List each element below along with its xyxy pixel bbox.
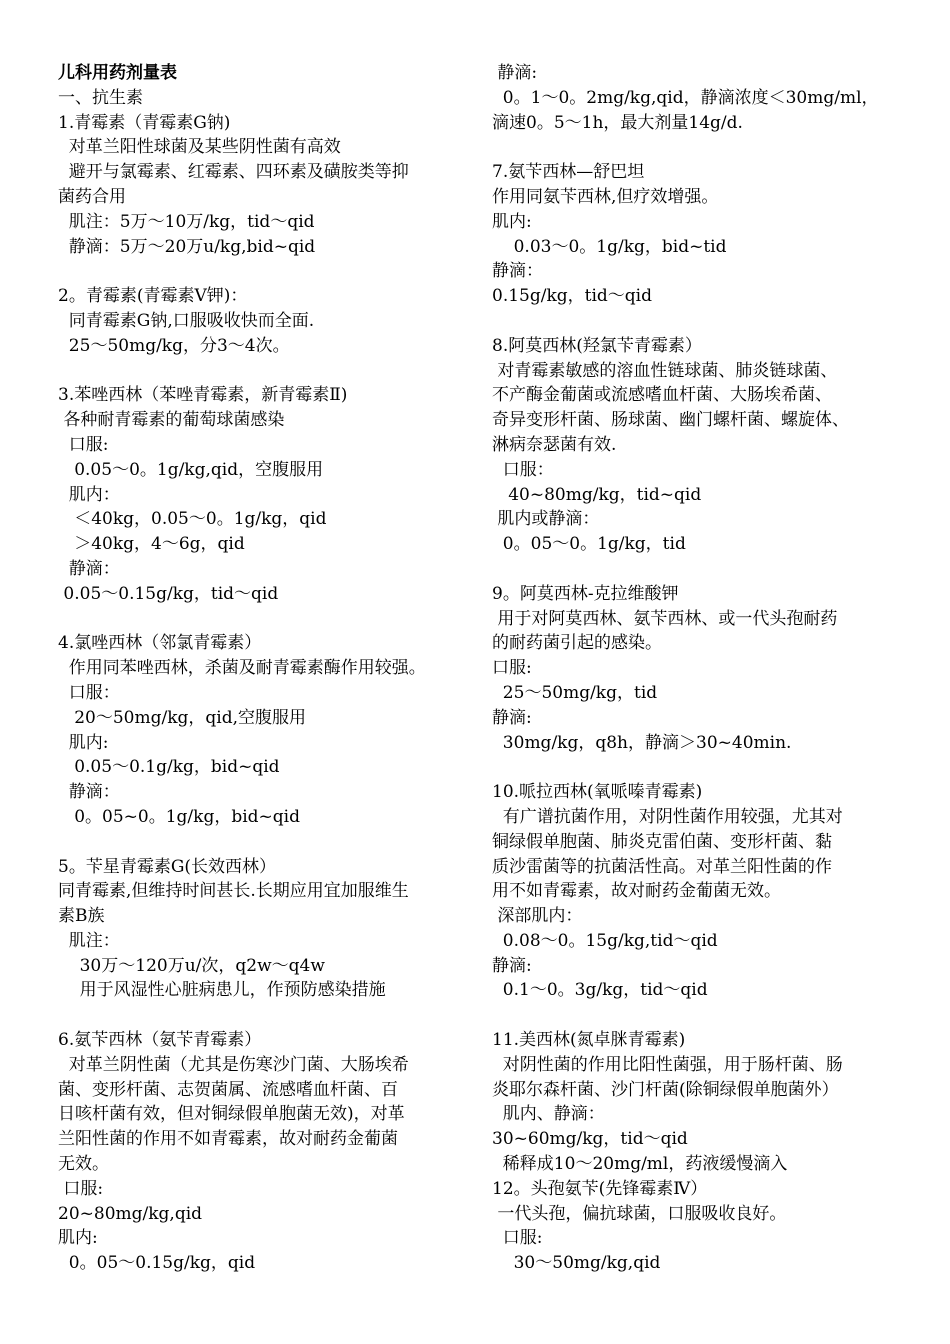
right-column: [492, 61, 912, 1276]
text-line: 静滴：: [58, 782, 120, 803]
text-line: 一、抗生素: [58, 87, 143, 108]
text-line: 10.哌拉西林(氧哌嗪青霉素): [492, 782, 703, 803]
text-line: 40~80mg/kg，tid~qid: [492, 484, 702, 505]
text-line: 口服：: [492, 459, 554, 480]
text-line: 素B族: [58, 906, 105, 927]
text-line: [58, 359, 472, 384]
text-line: [492, 309, 912, 334]
text-line: 0.05～0。1g/kg,qid，空腹服用: [58, 459, 324, 480]
text-line: 菌药合用: [58, 186, 126, 207]
text-line: 0。1～0。2mg/kg,qid，静滴浓度＜30mg/ml，: [492, 87, 879, 108]
text-line: [492, 1003, 912, 1028]
text-line: 2。青霉素(青霉素V钾)：: [58, 286, 248, 307]
text-line: 静滴:: [492, 63, 538, 83]
text-line: 0。05~0。1g/kg，bid~qid: [58, 806, 300, 827]
text-line: 静滴:: [492, 955, 532, 976]
text-line: 3.苯唑西林（苯唑青霉素，新青霉素Ⅱ): [58, 385, 348, 406]
text-line: 作用同氨苄西林,但疗效增强。: [492, 186, 719, 207]
text-line: 无效。: [58, 1154, 109, 1175]
text-line: [58, 1003, 472, 1028]
text-line: 一代头孢，偏抗球菌，口服吸收良好。: [492, 1203, 787, 1224]
text-line: 用于风湿性心脏病患儿，作预防感染措施: [58, 980, 386, 1001]
text-line: [492, 135, 912, 160]
text-line: 对青霉素敏感的溶血性链球菌、肺炎链球菌、: [492, 360, 838, 381]
text-line: 静滴:: [492, 707, 532, 728]
text-line: 同青霉素,但维持时间甚长.长期应用宜加服维生: [58, 881, 409, 902]
text-line: 肌注：5万～10万/kg，tid～qid: [58, 211, 315, 232]
text-line: 0.1～0。3g/kg，tid～qid: [492, 980, 708, 1001]
text-line: 20～50mg/kg，qid,空腹服用: [58, 707, 306, 728]
text-line: 兰阳性菌的作用不如青霉素，故对耐药金葡菌: [58, 1129, 398, 1150]
text-line: 25～50mg/kg，分3～4次。: [58, 335, 290, 356]
text-line: 0.08～0。15g/kg,tid～qid: [492, 930, 718, 951]
text-line: 对革兰阳性球菌及某些阴性菌有高效: [58, 137, 341, 158]
text-line: 静滴：5万～20万u/kg,bid~qid: [58, 236, 316, 257]
text-line: 同青霉素G钠,口服吸收快而全面.: [58, 310, 315, 331]
text-line: 30～50mg/kg,qid: [492, 1253, 661, 1274]
text-line: 质沙雷菌等的抗菌活性高。对革兰阳性菌的作: [492, 856, 832, 877]
text-line: 避开与氯霉素、红霉素、四环素及磺胺类等抑: [58, 162, 409, 183]
text-line: 肌内或静滴：: [492, 509, 600, 530]
text-line: 30万～120万u/次，q2w～q4w: [58, 955, 325, 976]
text-line: 4.氯唑西林（邻氯青霉素）: [58, 633, 262, 654]
text-line: 滴速0。5～1h，最大剂量14g/d.: [492, 112, 743, 133]
text-line: 日咳杆菌有效，但对铜绿假单胞菌无效)，对革: [58, 1104, 405, 1125]
text-line: 的耐药菌引起的感染。: [492, 633, 662, 654]
text-line: 0.05～0.1g/kg，bid~qid: [58, 757, 280, 778]
text-line: 口服：: [58, 682, 120, 703]
text-line: 稀释成10～20mg/ml，药液缓慢滴入: [492, 1154, 788, 1175]
text-line: 20~80mg/kg,qid: [58, 1203, 203, 1224]
text-line: 0。05～0。1g/kg，tid: [492, 534, 686, 555]
text-line: 静滴：: [492, 261, 543, 282]
text-line: 口服:: [492, 1228, 543, 1249]
text-line: ＜40kg，0.05～0。1g/kg，qid: [58, 509, 327, 530]
text-line: 肌内:: [492, 211, 532, 232]
text-line: 30mg/kg，q8h，静滴＞30~40min.: [492, 732, 792, 753]
text-line: 0.15g/kg，tid～qid: [492, 286, 652, 307]
text-line: [492, 755, 912, 780]
text-line: 0.03～0。1g/kg，bid~tid: [492, 236, 727, 257]
text-line: 1.青霉素（青霉素G钠): [58, 112, 231, 133]
text-line: 肌内:: [58, 732, 109, 753]
text-line: 静滴：: [58, 558, 120, 579]
text-line: 肌内：: [58, 484, 120, 505]
text-line: 作用同苯唑西林，杀菌及耐青霉素酶作用较强。: [58, 658, 426, 679]
text-line: ＞40kg，4～6g，qid: [58, 534, 245, 555]
text-line: 淋病奈瑟菌有效.: [492, 434, 617, 455]
text-line: [58, 607, 472, 632]
text-line: 有广谱抗菌作用，对阴性菌作用较强，尤其对: [492, 806, 843, 827]
text-line: 肌内:: [58, 1228, 98, 1249]
text-line: 对革兰阴性菌（尤其是伤寒沙门菌、大肠埃希: [58, 1054, 409, 1075]
text-line: 口服:: [492, 658, 532, 679]
left-column: [58, 61, 472, 1276]
text-line: 不产酶金葡菌或流感嗜血杆菌、大肠埃希菌、: [492, 385, 832, 406]
text-line: 奇异变形杆菌、肠球菌、幽门螺杆菌、螺旋体、: [492, 410, 849, 431]
text-line: 11.美西林(氮卓脒青霉素): [492, 1030, 686, 1051]
text-line: 口服:: [58, 434, 109, 455]
text-line: [58, 259, 472, 284]
text-line: 对阴性菌的作用比阳性菌强，用于肠杆菌、肠: [492, 1054, 843, 1075]
text-line: 铜绿假单胞菌、肺炎克雷伯菌、变形杆菌、黏: [492, 831, 832, 852]
document-title: 儿科用药剂量表: [58, 63, 177, 83]
text-line: 肌内、静滴：: [492, 1104, 605, 1125]
text-line: 肌注：: [58, 930, 120, 951]
text-line: 7.氨苄西林—舒巴坦: [492, 162, 645, 183]
text-line: [58, 830, 472, 855]
text-line: 深部肌内：: [492, 906, 583, 927]
text-line: 用不如青霉素，故对耐药金葡菌无效。: [492, 881, 781, 902]
text-line: 菌、变形杆菌、志贺菌属、流感嗜血杆菌、百: [58, 1079, 398, 1100]
text-line: 9。阿莫西林-克拉维酸钾: [492, 583, 679, 604]
text-line: 30~60mg/kg，tid～qid: [492, 1129, 688, 1150]
text-line: 5。苄星青霉素G(长效西林）: [58, 856, 277, 877]
text-line: 6.氨苄西林（氨苄青霉素）: [58, 1030, 262, 1051]
text-line: 0。05～0.15g/kg，qid: [58, 1253, 256, 1274]
text-line: 8.阿莫西林(羟氯苄青霉素）: [492, 335, 702, 356]
text-line: 炎耶尔森杆菌、沙门杆菌(除铜绿假单胞菌外）: [492, 1079, 839, 1100]
text-line: 各种耐青霉素的葡萄球菌感染: [58, 410, 285, 431]
text-line: 0.05～0.15g/kg，tid～qid: [58, 583, 279, 604]
text-line: 口服:: [58, 1178, 104, 1199]
text-line: 25～50mg/kg，tid: [492, 682, 658, 703]
text-line: [492, 557, 912, 582]
text-line: 用于对阿莫西林、氨苄西林、或一代头孢耐药: [492, 608, 838, 629]
text-line: 12。头孢氨苄(先锋霉素Ⅳ）: [492, 1178, 708, 1199]
